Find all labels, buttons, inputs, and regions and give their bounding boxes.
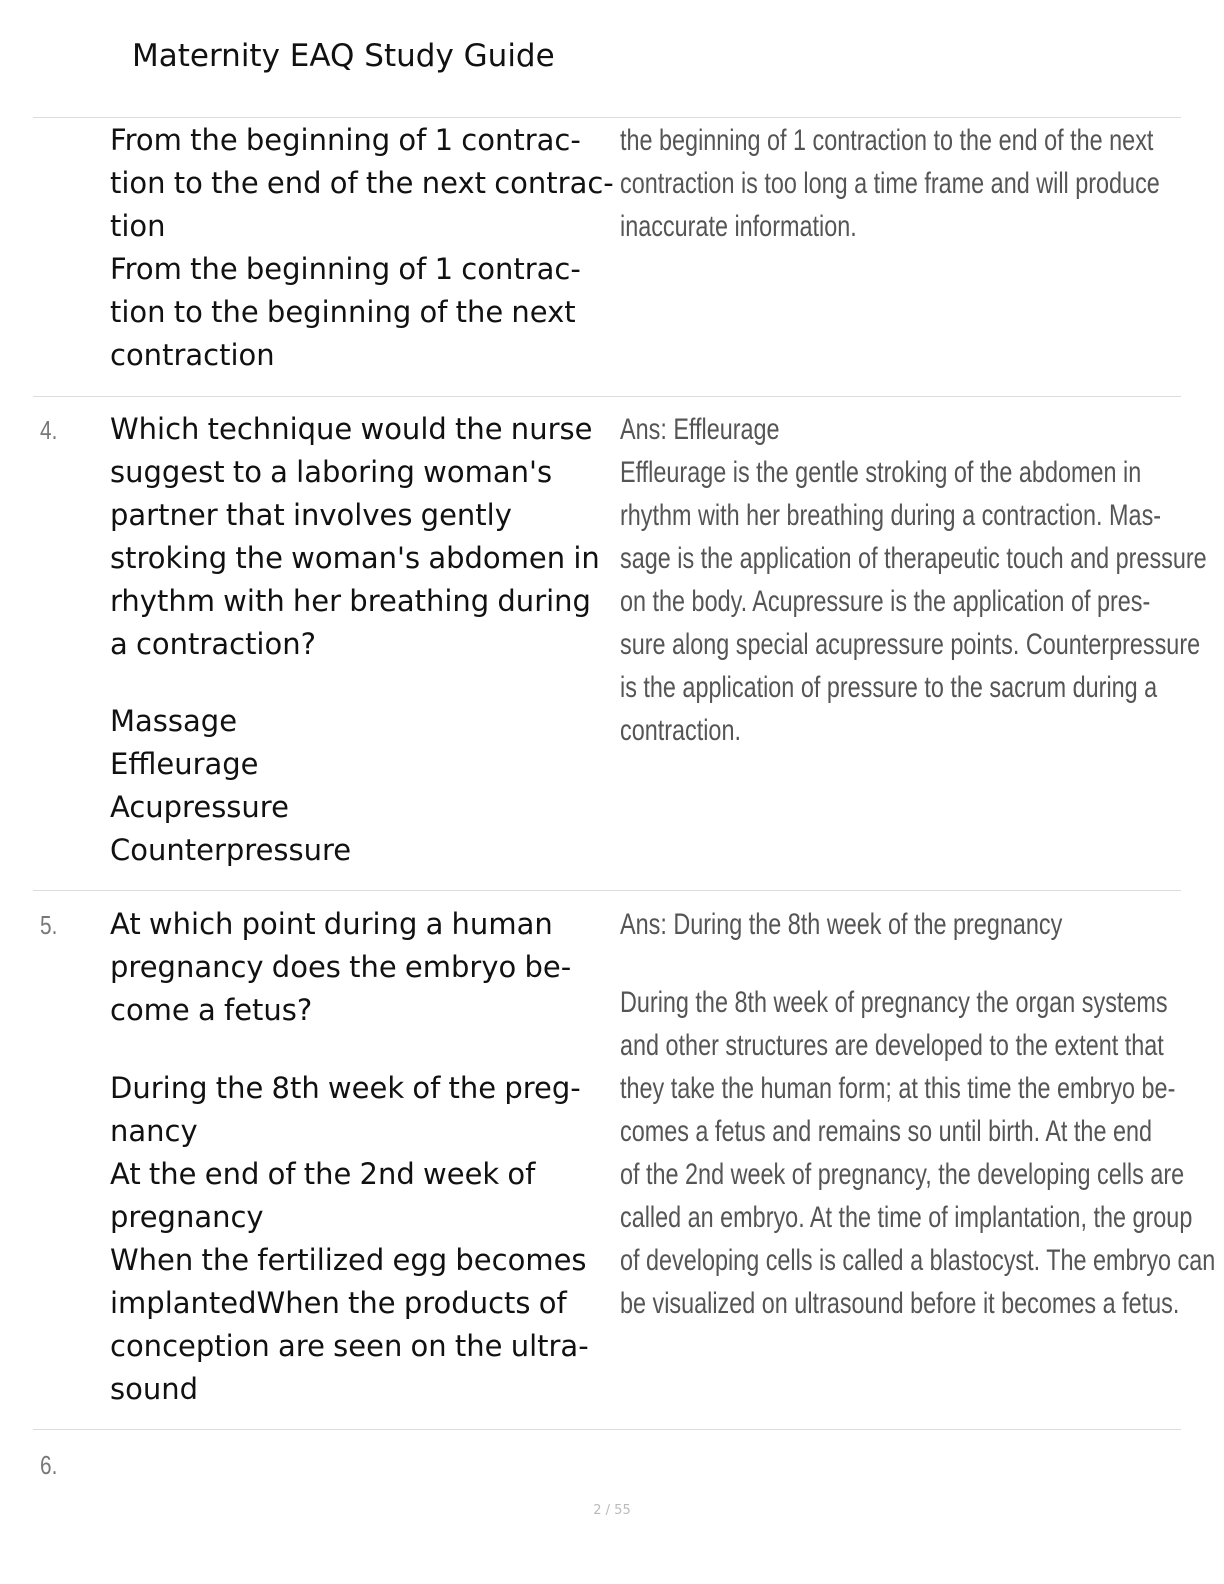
question-4-options [110,700,622,872]
answer-line: they take the human form; at this time the embryo be- [620,1072,1176,1105]
answer-line: comes a fetus and remains so until birth. At the end [620,1115,1152,1148]
question-line: a contraction? [110,627,317,661]
option-effleurage: Effleurage [110,747,259,781]
question-number: 4. [40,415,58,445]
question-line: suggest to a laboring woman's [110,455,553,489]
option-line: During the 8th week of the preg- [110,1071,581,1105]
divider [33,396,1181,397]
divider [33,1429,1181,1430]
answer-line: and other structures are developed to the extent that [620,1029,1164,1062]
question-5-options [110,1067,622,1411]
answer-line: called an embryo. At the time of implantation, the group [620,1201,1193,1234]
answer-line: sage is the application of therapeutic touch and pressure [620,542,1207,575]
answer-line: of the 2nd week of pregnancy, the developing cells are [620,1158,1185,1191]
answer-line: the beginning of 1 contraction to the end of the next [620,124,1154,157]
option-line: implantedWhen the products of [110,1286,567,1320]
answer-line: During the 8th week of pregnancy the organ systems [620,986,1168,1019]
answer-line: Effleurage is the gentle stroking of the abdomen in [620,456,1142,489]
question-4-answer [620,408,1207,752]
answer-line: of developing cells is called a blastocyst. The embryo can [620,1244,1216,1277]
option-line: At the end of the 2nd week of [110,1157,536,1191]
question-line: pregnancy does the embryo be- [110,950,572,984]
question-4-text [110,408,622,666]
question-5-answer-head: Ans: During the 8th week of the pregnancy [620,908,1063,941]
option-line: From the beginning of 1 contrac- [110,252,581,286]
answer-line: on the body. Acupressure is the application of pres- [620,585,1151,618]
answer-line: Ans: Effleurage [620,413,780,446]
question-line: rhythm with her breathing during [110,584,591,618]
question-5-text [110,903,622,1032]
option-line: conception are seen on the ultra- [110,1329,589,1363]
divider [33,890,1181,891]
answer-line: sure along special acupressure points. Counterpressure [620,628,1201,661]
option-line: From the beginning of 1 contrac- [110,123,581,157]
option-line: nancy [110,1114,198,1148]
option-counterpressure: Counterpressure [110,833,352,867]
option-massage: Massage [110,704,238,738]
question-line: Which technique would the nurse [110,412,593,446]
question-number: 6. [40,1450,58,1480]
question-number: 5. [40,910,58,940]
divider [33,117,1181,118]
page-title: Maternity EAQ Study Guide [132,38,555,74]
option-line: pregnancy [110,1200,264,1234]
answer-line: contraction is too long a time frame and will produce [620,167,1160,200]
question-3-options [110,119,622,377]
option-line: contraction [110,338,275,372]
question-line: partner that involves gently [110,498,512,532]
question-line: At which point during a human [110,907,553,941]
answer-line: is the application of pressure to the sacrum during a [620,671,1158,704]
page-number: 2 / 55 [593,1503,631,1518]
option-line: tion [110,209,166,243]
option-line: tion to the beginning of the next [110,295,576,329]
answer-line: rhythm with her breathing during a contraction. Mas- [620,499,1162,532]
answer-line: be visualized on ultrasound before it becomes a fetus. [620,1287,1180,1320]
question-line: stroking the woman's abdomen in [110,541,600,575]
option-line: sound [110,1372,199,1406]
option-line: tion to the end of the next contrac- [110,166,614,200]
option-acupressure: Acupressure [110,790,289,824]
question-3-answer [620,119,1158,248]
option-line: When the fertilized egg becomes [110,1243,587,1277]
answer-line: contraction. [620,714,741,747]
question-line: come a fetus? [110,993,313,1027]
question-5-answer [620,981,1216,1325]
answer-line: inaccurate information. [620,210,857,243]
